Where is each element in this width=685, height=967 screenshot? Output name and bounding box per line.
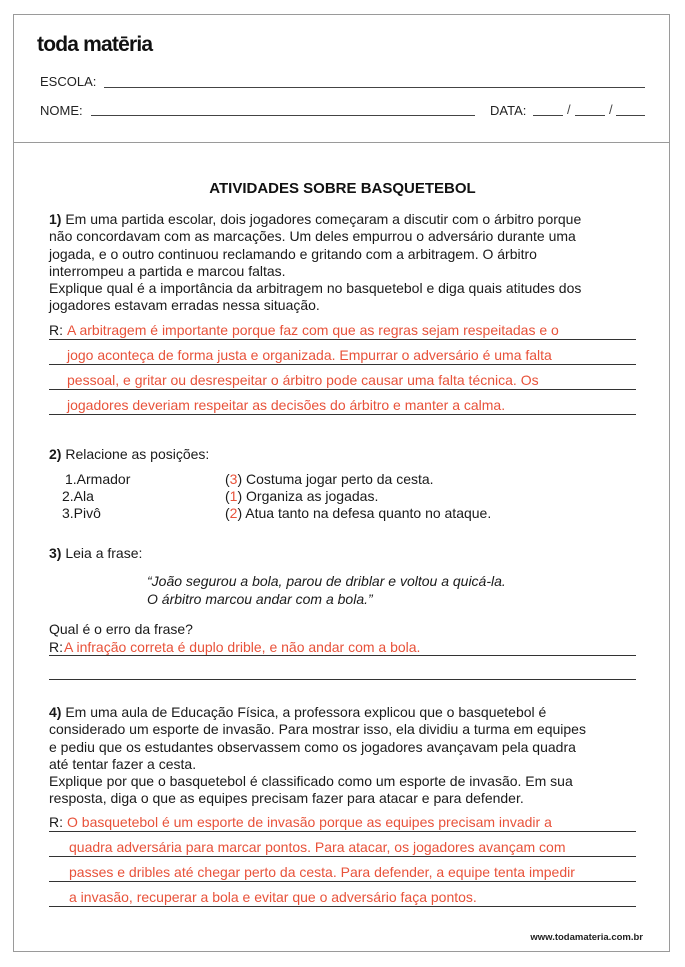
name-field[interactable]: [91, 115, 475, 116]
match-answer[interactable]: 1: [229, 488, 238, 504]
question-text: até tentar fazer a cesta.: [49, 755, 197, 772]
question-1: [49, 211, 649, 315]
question-text: considerado um esporte de invasão. Para mostrar isso, ela dividiu a turma em equipes: [49, 721, 586, 738]
match-item: (3) Costuma jogar perto da cesta.: [225, 471, 434, 487]
question-number: 1): [49, 211, 62, 227]
question-3: [49, 545, 649, 562]
match-item: (1) Organiza as jogadas.: [225, 488, 379, 504]
answer-line[interactable]: [49, 414, 636, 415]
answer-text: jogadores deveriam respeitar as decisões do árbitro e manter a calma.: [67, 397, 506, 413]
answer-text: O basquetebol é um esporte de invasão porque as equipes precisam invadir a: [67, 814, 552, 830]
answer-text: A infração correta é duplo drible, e não andar com a bola.: [64, 639, 421, 655]
match-item: (2) Atua tanto na defesa quanto no ataque.: [225, 505, 492, 521]
answer-line[interactable]: [49, 679, 636, 680]
match-description: Atua tanto na defesa quanto no ataque.: [245, 505, 492, 521]
question-text: interrompeu a partida e marcou faltas.: [49, 262, 286, 279]
page-title: ATIVIDADES SOBRE BASQUETEBOL: [209, 180, 476, 197]
question-text: e pediu que os estudantes observassem como os jogadores avançavam pela quadra: [49, 738, 576, 755]
date-separator: /: [609, 102, 613, 117]
position-item: 2.Ala: [62, 488, 94, 504]
school-label: ESCOLA:: [40, 74, 97, 89]
answer-line[interactable]: [49, 831, 636, 832]
answer-line[interactable]: [49, 389, 636, 390]
quote: [147, 573, 506, 608]
question-number: 2): [49, 446, 62, 462]
position-item: 3.Pivô: [62, 505, 101, 521]
answer-text: passes e dribles até chegar perto da cesta. Para defender, a equipe tenta impedir: [69, 864, 575, 880]
logo: toda matēria: [37, 33, 153, 56]
date-label: DATA:: [490, 103, 527, 118]
match-answer[interactable]: 3: [229, 471, 238, 487]
answer-text: a invasão, recuperar a bola e evitar que o adversário faça pontos.: [69, 889, 477, 905]
position-item: 1.Armador: [65, 471, 131, 487]
name-label: NOME:: [40, 103, 83, 118]
match-answer[interactable]: 2: [229, 505, 238, 521]
question-text: Leia a frase:: [65, 545, 143, 561]
footer-url[interactable]: www.todamateria.com.br: [530, 932, 643, 943]
question-4: [49, 704, 649, 808]
question-text: Explique qual é a importância da arbitragem no basquetebol e diga quais atitudes dos: [49, 280, 582, 297]
answer-line[interactable]: [49, 881, 636, 882]
header-divider: [13, 142, 670, 143]
question-text: Explique por que o basquetebol é classificado como um esporte de invasão. Em sua: [49, 773, 573, 790]
question-text: Em uma aula de Educação Física, a professora explicou que o basquetebol é: [65, 704, 547, 720]
match-description: Organiza as jogadas.: [246, 488, 379, 504]
question-number: 3): [49, 545, 62, 561]
answer-label: R:: [49, 322, 63, 338]
date-separator: /: [567, 102, 571, 117]
answer-line[interactable]: [49, 655, 636, 656]
answer-label: R:: [49, 639, 63, 655]
question-text: não concordavam com as marcações. Um deles empurrou o adversário durante uma: [49, 228, 576, 245]
question-text: jogada, e o outro continuou reclamando e gritando com a arbitragem. O árbitro: [49, 245, 537, 262]
answer-line[interactable]: [49, 364, 636, 365]
answer-line[interactable]: [49, 906, 636, 907]
question-2: [49, 446, 649, 463]
answer-text: quadra adversária para marcar pontos. Para atacar, os jogadores avançam com: [69, 839, 566, 855]
match-description: Costuma jogar perto da cesta.: [246, 471, 434, 487]
answer-line[interactable]: [49, 856, 636, 857]
question-3-prompt: Qual é o erro da frase?: [49, 621, 193, 637]
question-text: Relacione as posições:: [65, 446, 210, 462]
question-number: 4): [49, 704, 62, 720]
answer-label: R:: [49, 814, 63, 830]
date-year-field[interactable]: [616, 115, 645, 116]
answer-text: jogo aconteça de forma justa e organizada. Empurrar o adversário é uma falta: [67, 347, 552, 363]
answer-text: A arbitragem é importante porque faz com que as regras sejam respeitadas e o: [67, 322, 559, 338]
question-text: Em uma partida escolar, dois jogadores começaram a discutir com o árbitro porque: [65, 211, 582, 227]
question-text: resposta, diga o que as equipes precisam fazer para atacar e para defender.: [49, 790, 524, 807]
quote-line: “João segurou a bola, parou de driblar e voltou a quicá-la.: [147, 573, 506, 589]
answer-line[interactable]: [49, 339, 636, 340]
school-field[interactable]: [104, 87, 645, 88]
quote-line: O árbitro marcou andar com a bola.”: [147, 590, 373, 607]
date-day-field[interactable]: [533, 115, 563, 116]
date-month-field[interactable]: [575, 115, 605, 116]
question-text: jogadores estavam erradas nessa situação.: [49, 297, 320, 314]
answer-text: pessoal, e gritar ou desrespeitar o árbitro pode causar uma falta técnica. Os: [67, 372, 539, 388]
